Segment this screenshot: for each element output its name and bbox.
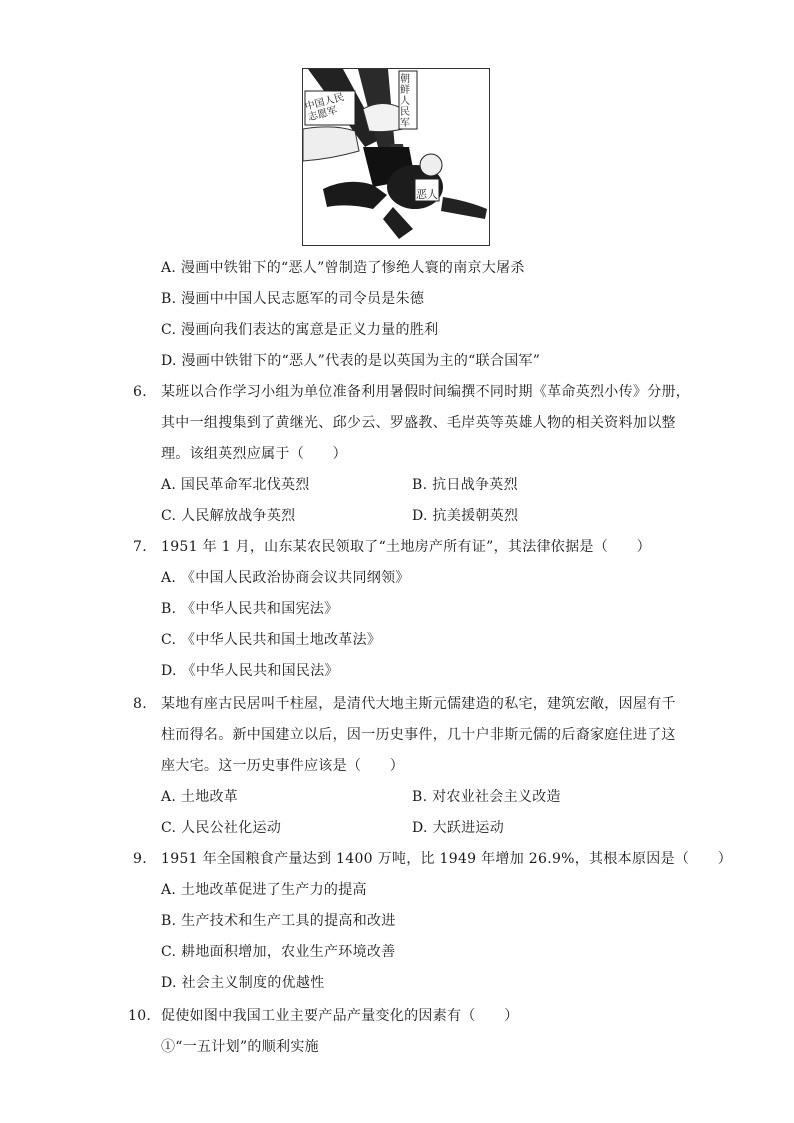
q7-option-d: D. 《中华人民共和国民法》: [161, 663, 339, 679]
q10-number: 10.: [128, 1008, 152, 1024]
q6-option-d: D. 抗美援朝英烈: [412, 508, 519, 524]
q8-option-a: A. 土地改革: [161, 789, 239, 805]
label-china: 中国人民志愿军: [303, 91, 346, 124]
q9-stem: 1951 年全国粮食产量达到 1400 万吨，比 1949 年增加 26.9%，其根本原因是（ ）: [161, 851, 733, 867]
q10-stem: 促使如图中我国工业主要产品产量变化的因素有（ ）: [161, 1008, 519, 1024]
q6-stem-line-2: 其中一组搜集到了黄继光、邱少云、罗盛教、毛岸英等英雄人物的相关资料加以整: [161, 415, 676, 431]
q6-option-c: C. 人民解放战争英烈: [161, 508, 296, 524]
q8-option-b: B. 对农业社会主义改造: [412, 789, 561, 805]
q9-option-a: A. 土地改革促进了生产力的提高: [161, 882, 367, 898]
q6-option-b: B. 抗日战争英烈: [412, 477, 518, 493]
q9-number: 9.: [133, 851, 147, 867]
q7-option-a: A. 《中国人民政治协商会议共同纲领》: [161, 570, 410, 586]
q8-stem-line-3: 座大宅。这一历史事件应该是（ ）: [161, 758, 405, 774]
q7-number: 7.: [133, 539, 147, 555]
q7-option-b: B. 《中华人民共和国宪法》: [161, 601, 339, 617]
q6-number: 6.: [133, 384, 147, 400]
label-villain: 恶人: [416, 188, 438, 201]
label-korea: 朝鲜人民军: [400, 74, 410, 129]
q6-stem-line-3: 理。该组英烈应属于（ ）: [161, 446, 347, 462]
q9-option-d: D. 社会主义制度的优越性: [161, 975, 325, 991]
q8-option-c: C. 人民公社化运动: [161, 820, 282, 836]
q8-stem-line-1: 某地有座古民居叫千柱屋，是清代大地主斯元儒建造的私宅，建筑宏敞，因屋有千: [161, 696, 676, 712]
q5-option-b: B. 漫画中中国人民志愿军的司令员是朱德: [161, 291, 425, 307]
q5-option-a: A. 漫画中铁钳下的“恶人”曾制造了惨绝人寰的南京大屠杀: [161, 260, 525, 276]
q7-stem: 1951 年 1 月，山东某农民领取了“土地房产所有证”，其法律依据是（ ）: [161, 539, 651, 555]
q9-option-b: B. 生产技术和生产工具的提高和改进: [161, 913, 396, 929]
q5-option-c: C. 漫画向我们表达的寓意是正义力量的胜利: [161, 322, 439, 338]
q8-number: 8.: [133, 696, 147, 712]
q8-option-d: D. 大跃进运动: [412, 820, 505, 836]
q10-sub-item-1: ①“一五计划”的顺利实施: [161, 1039, 319, 1055]
q6-stem-line-1: 某班以合作学习小组为单位准备利用暑假时间编撰不同时期《革命英烈小传》分册，: [161, 384, 691, 400]
q7-option-c: C. 《中华人民共和国土地改革法》: [161, 632, 382, 648]
q8-stem-line-2: 柱而得名。新中国建立以后，因一历史事件，几十户非斯元儒的后裔家庭住进了这: [161, 727, 676, 743]
q9-option-c: C. 耕地面积增加，农业生产环境改善: [161, 944, 396, 960]
q6-option-a: A. 国民革命军北伐英烈: [161, 477, 310, 493]
q5-option-d: D. 漫画中铁钳下的“恶人”代表的是以英国为主的“联合国军”: [161, 353, 541, 369]
